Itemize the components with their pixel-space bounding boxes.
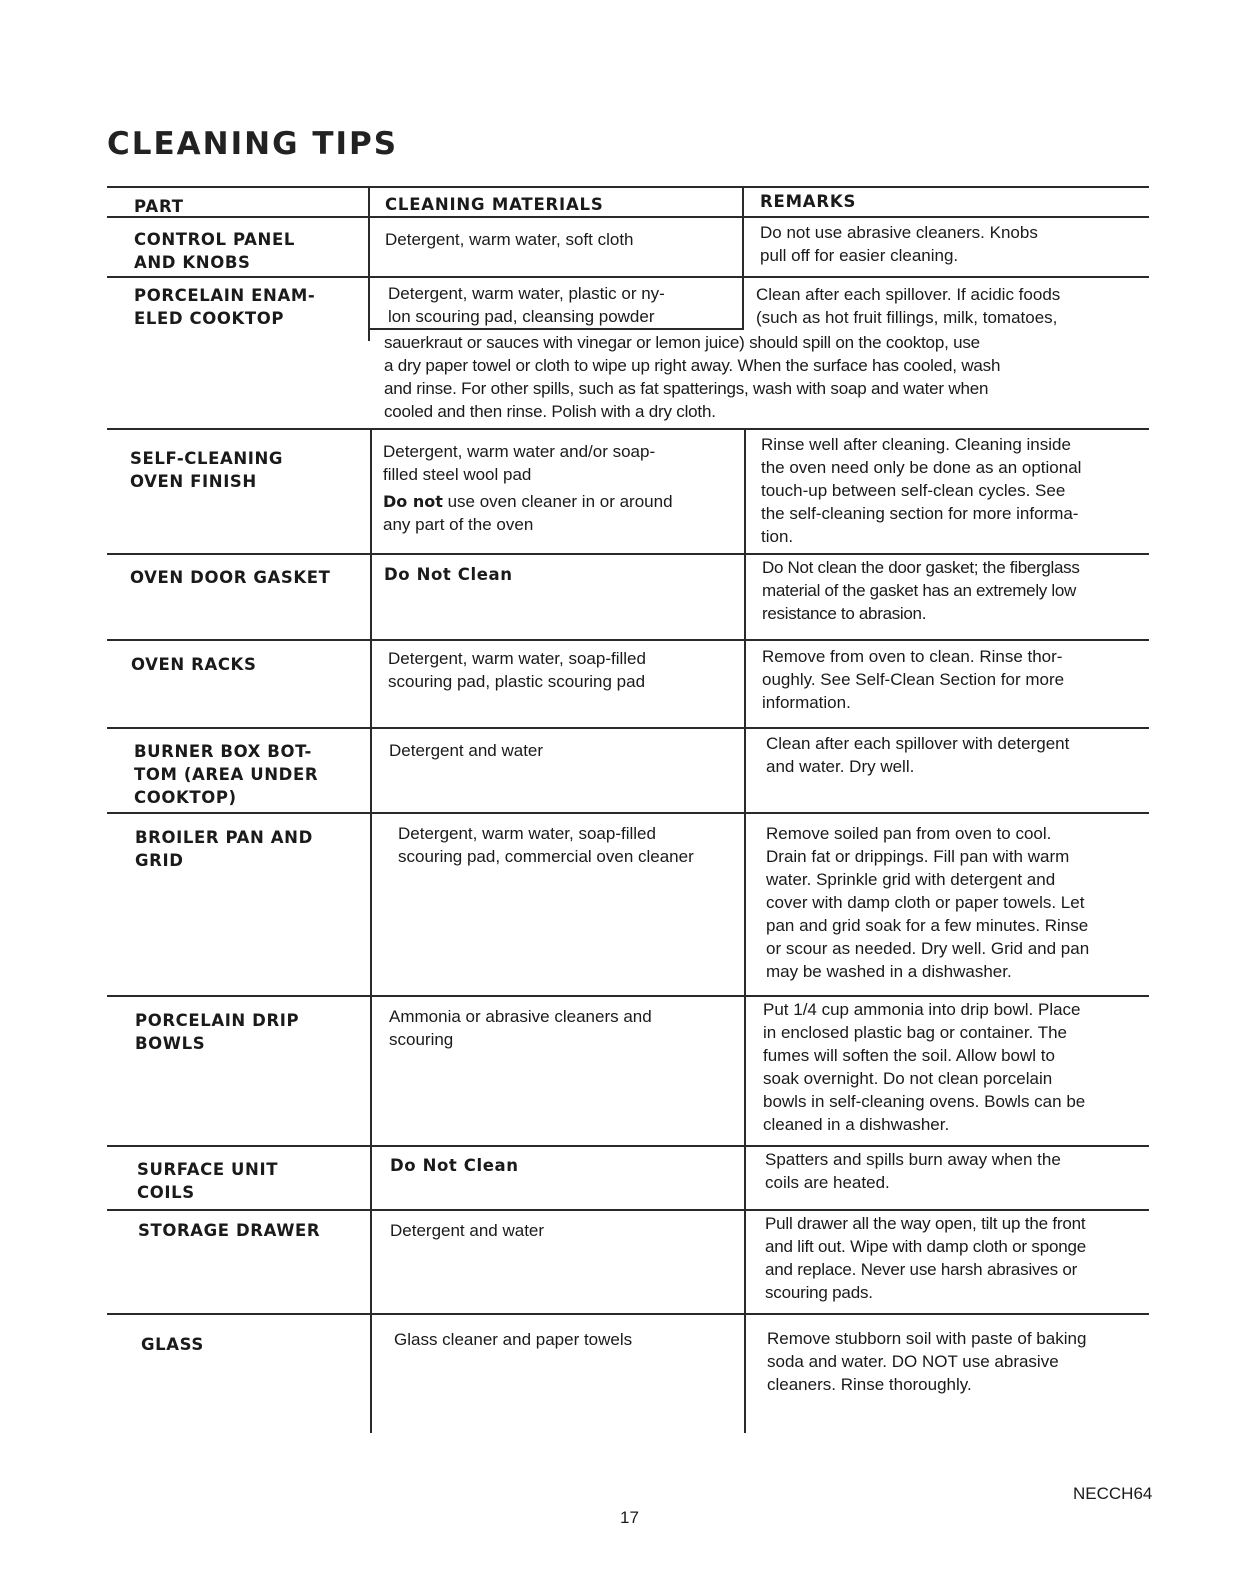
- column-rule-right: [744, 428, 746, 1433]
- page-number: 17: [620, 1508, 639, 1527]
- part-cell: CONTROL PANEL AND KNOBS: [134, 230, 295, 272]
- row-rule: [107, 553, 1149, 555]
- materials-cell: Do Not Clean: [384, 565, 513, 584]
- materials-cell: Detergent and water: [389, 741, 544, 760]
- materials-warning: [383, 490, 673, 536]
- remarks-cell: Do Not clean the door gasket; the fiberglass material of the gasket has an extremely low resistance to abrasion.: [762, 558, 1080, 623]
- row-rule: [107, 812, 1149, 814]
- column-rule-left: [368, 186, 370, 341]
- part-cell: SURFACE UNIT COILS: [137, 1160, 279, 1202]
- row-rule: [370, 328, 744, 330]
- header-rule-bottom: [107, 216, 1149, 218]
- row-rule: [107, 1209, 1149, 1211]
- part-cell: OVEN RACKS: [131, 655, 257, 674]
- materials-cell: Detergent and water: [390, 1221, 545, 1240]
- remarks-cell: Remove soiled pan from oven to cool. Drain fat or drippings. Fill pan with warm water. Sprinkle grid with detergent and cover with damp cloth or paper towels. Let pan and grid soak for a few minutes. Rinse or scour as needed. Dry well. Grid and pan may be washed in a dishwasher.: [766, 824, 1090, 981]
- header-part: PART: [134, 197, 184, 216]
- row-rule: [107, 428, 1149, 430]
- remarks-cell: Clean after each spillover. If acidic foods (such as hot fruit fillings, milk, tomatoes,: [756, 285, 1061, 327]
- header-remarks: REMARKS: [760, 192, 857, 211]
- remarks-cell: Remove stubborn soil with paste of baking soda and water. DO NOT use abrasive cleaners. Rinse thoroughly.: [767, 1329, 1087, 1394]
- part-cell: GLASS: [141, 1335, 204, 1354]
- materials-cell: Detergent, warm water and/or soap- filled steel wool pad: [383, 442, 656, 484]
- row-rule: [107, 727, 1149, 729]
- page-title: CLEANING TIPS: [107, 126, 399, 162]
- document-code: NECCH64: [1073, 1484, 1153, 1503]
- part-cell: PORCELAIN ENAM- ELED COOKTOP: [134, 286, 316, 328]
- remarks-cell: Remove from oven to clean. Rinse thor- oughly. See Self-Clean Section for more information.: [762, 647, 1065, 712]
- header-rule-top: [107, 186, 1149, 188]
- materials-cell: Ammonia or abrasive cleaners and scouring: [389, 1007, 652, 1049]
- part-cell: STORAGE DRAWER: [138, 1221, 321, 1240]
- row-rule: [107, 276, 1149, 278]
- remarks-cell: Pull drawer all the way open, tilt up the front and lift out. Wipe with damp cloth or sponge and replace. Never use harsh abrasives or scouring pads.: [765, 1214, 1086, 1302]
- remarks-continued: sauerkraut or sauces with vinegar or lemon juice) should spill on the cooktop, use a dry paper towel or cloth to wipe up right away. When the surface has cooled, wash and rinse. For other spills, such as fat spatterings, wash with soap and water when cooled and then rinse. Polish with a dry cloth.: [384, 333, 1001, 421]
- row-rule: [107, 1145, 1149, 1147]
- materials-cell: Detergent, warm water, plastic or ny- lon scouring pad, cleansing powder: [388, 284, 665, 326]
- part-cell: BROILER PAN AND GRID: [135, 828, 313, 870]
- part-cell: BURNER BOX BOT- TOM (AREA UNDER COOKTOP): [134, 742, 319, 807]
- materials-cell: Detergent, warm water, soap-filled scouring pad, commercial oven cleaner: [398, 824, 694, 866]
- materials-cell: Detergent, warm water, soap-filled scouring pad, plastic scouring pad: [388, 649, 646, 691]
- remarks-cell: Rinse well after cleaning. Cleaning inside the oven need only be done as an optional touch-up between self-clean cycles. See the self-cleaning section for more informa- tion.: [761, 435, 1082, 546]
- header-materials: CLEANING MATERIALS: [385, 195, 604, 214]
- row-rule: [107, 995, 1149, 997]
- row-rule: [107, 1313, 1149, 1315]
- part-cell: SELF-CLEANING OVEN FINISH: [130, 449, 284, 491]
- part-cell: PORCELAIN DRIP BOWLS: [135, 1011, 300, 1053]
- materials-cell: Detergent, warm water, soft cloth: [385, 230, 634, 249]
- column-rule-right: [742, 186, 744, 328]
- materials-warning-text: use oven cleaner in or around any part of the oven: [383, 492, 673, 534]
- remarks-cell: Put 1/4 cup ammonia into drip bowl. Place in enclosed plastic bag or container. The fumes will soften the soil. Allow bowl to soak overnight. Do not clean porcelain bowls in self-cleaning ovens. Bowls can be cleaned in a dishwasher.: [763, 1000, 1086, 1134]
- remarks-cell: Do not use abrasive cleaners. Knobs pull off for easier cleaning.: [760, 223, 1038, 265]
- remarks-cell: Clean after each spillover with detergent and water. Dry well.: [766, 734, 1070, 776]
- part-cell: OVEN DOOR GASKET: [130, 568, 331, 587]
- row-rule: [107, 639, 1149, 641]
- do-not-emphasis: Do not: [383, 492, 443, 511]
- materials-cell: Do Not Clean: [390, 1156, 519, 1175]
- column-rule-left: [370, 428, 372, 1433]
- materials-cell: Glass cleaner and paper towels: [394, 1330, 633, 1349]
- remarks-cell: Spatters and spills burn away when the coils are heated.: [765, 1150, 1061, 1192]
